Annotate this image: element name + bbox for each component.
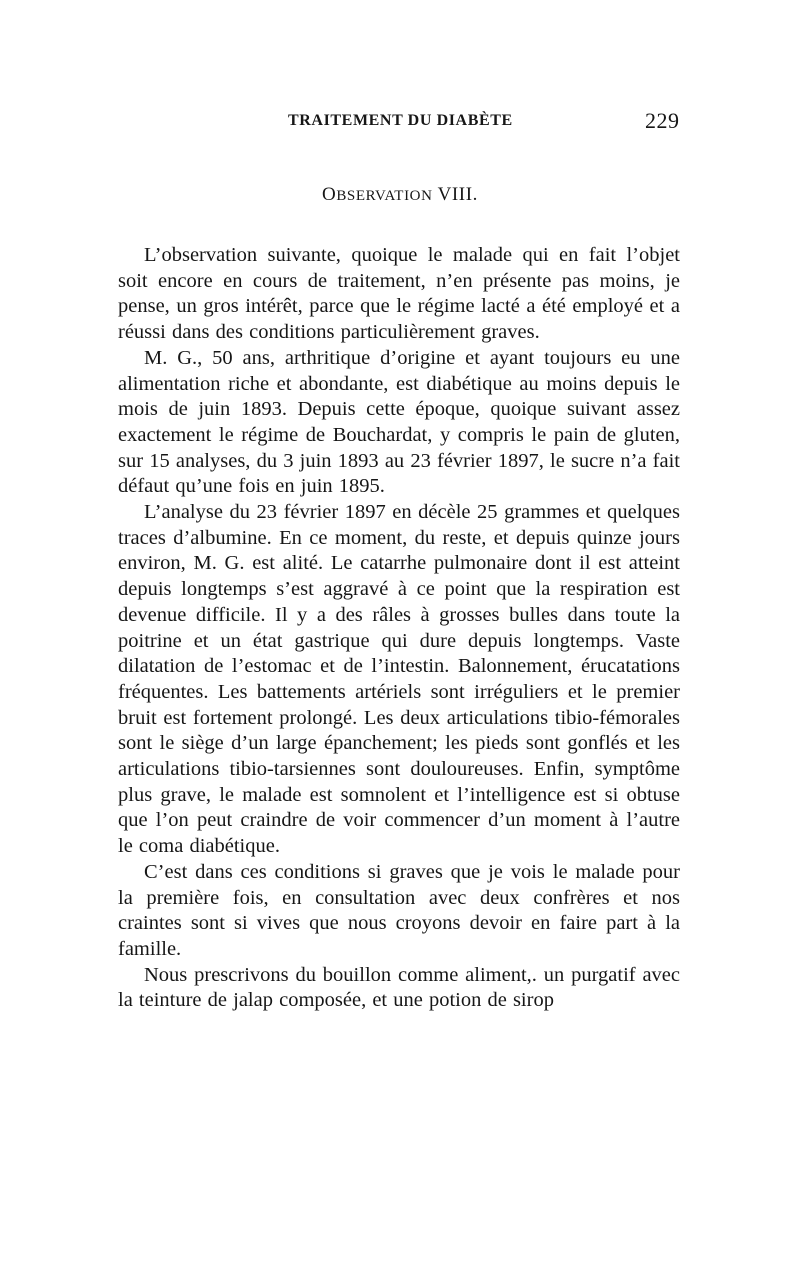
running-head: TRAITEMENT DU DIABÈTE	[288, 112, 513, 129]
paragraph-4: C’est dans ces conditions si graves que je vois le malade pour la première fois, en consultation avec deux confrères et nos craintes sont si vives que nous croyons devoir en faire part à la famille.	[118, 860, 680, 960]
paragraph-3: L’analyse du 23 février 1897 en décèle 25 grammes et quelques traces d’albumine. En ce moment, du reste, et depuis quinze jours environ, M. G. est alité. Le catarrhe pulmonaire dont il est atteint depuis longtemps s’est aggravé à ce point que la respiration est devenue difficile. Il y a des râles à grosses bulles dans toute la poitrine et un état gastrique qui dure depuis longtemps. Vaste dilatation de l’estomac et de l’intestin. Balonnement, érucatations fréquentes. Les battements artériels sont irréguliers et le premier bruit est fortement prolongé. Les deux articulations tibio-fémorales sont le siège d’un large épanchement; les pieds sont gonflés et les articulations tibio-tarsiennes sont douloureuses. Enfin, symptôme plus grave, le malade est somnolent et l’intelligence est si obtuse que l’on peut craindre de voir commencer d’un moment à l’autre le coma diabétique.	[118, 501, 680, 858]
page-number: 229	[645, 108, 680, 133]
observation-title-initial: O	[322, 184, 337, 205]
paragraph-5: Nous prescrivons du bouillon comme aliment,. un purgatif avec la teinture de jalap composée, et une potion de sirop	[118, 963, 680, 1012]
observation-title	[322, 184, 478, 206]
body-text	[118, 243, 680, 1014]
paragraph-1: L’observation suivante, quoique le malade qui en fait l’objet soit encore en cours de traitement, n’en présente pas moins, je pense, un gros intérêt, parce que le régime lacté a été employé et a réussi dans des conditions particulièrement graves.	[118, 244, 680, 344]
observation-title-number: VIII.	[437, 184, 479, 205]
observation-title-rest: BSERVATION	[336, 188, 433, 204]
paragraph-2: M. G., 50 ans, arthritique d’origine et ayant toujours eu une alimentation riche et abondante, est diabétique au moins depuis le mois de juin 1893. Depuis cette époque, quoique suivant assez exactement le régime de Bouchardat, y compris le pain de gluten, sur 15 analyses, du 3 juin 1893 au 23 février 1897, le sucre n’a fait défaut qu’une fois en juin 1895.	[118, 346, 680, 498]
